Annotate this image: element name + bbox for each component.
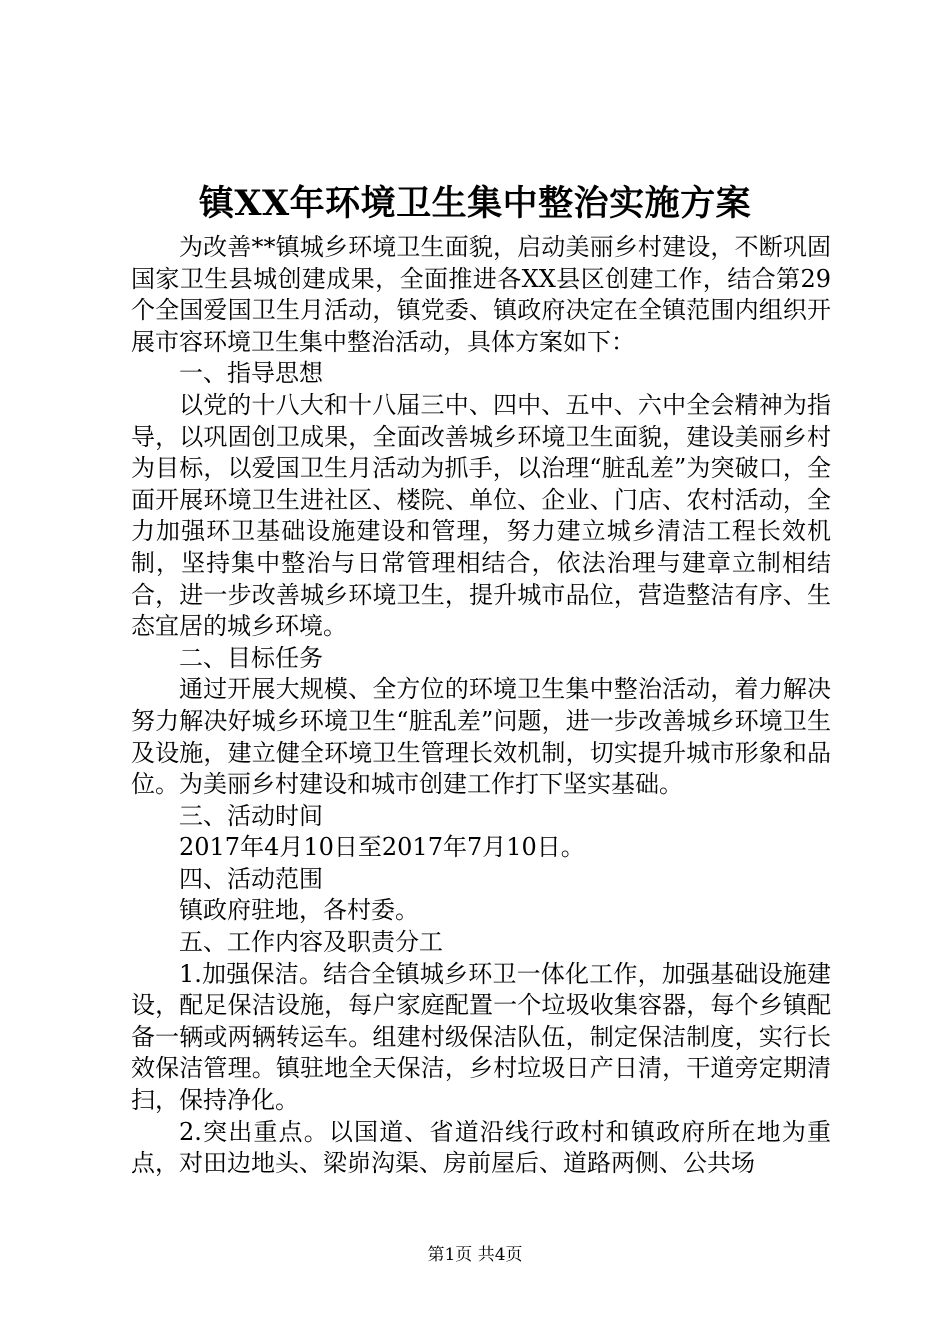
heading-activity-time: 三、活动时间 (179, 801, 323, 830)
paragraph-activity-scope: 镇政府驻地，各村委。 (179, 896, 419, 925)
heading-goals: 二、目标任务 (179, 643, 323, 672)
paragraph-goals: 通过开展大规模、全方位的环境卫生集中整治活动，着力解决努力解决好城乡环境卫生“脏乱差”问题，进一步改善城乡环境卫生及设施，建立健全环境卫生管理长效机制，切实提升城市形象和品位。为美丽乡村建设和城市创建工作打下坚实基础。 (131, 675, 831, 799)
paragraph-activity-time: 2017年4月10日至2017年7月10日。 (179, 833, 585, 862)
paragraph-work-item-1: 1.加强保洁。结合全镇城乡环卫一体化工作，加强基础设施建设，配足保洁设施，每户家庭配置一个垃圾收集容器，每个乡镇配备一辆或两辆转运车。组建村级保洁队伍，制定保洁制度，实行长效保洁管理。镇驻地全天保洁，乡村垃圾日产日清，干道旁定期清扫，保持净化。 (131, 959, 831, 1115)
paragraph-work-item-2: 2.突出重点。以国道、省道沿线行政村和镇政府所在地为重点，对田边地头、梁峁沟渠、房前屋后、道路两侧、公共场 (131, 1117, 831, 1178)
heading-guiding-ideology: 一、指导思想 (179, 359, 323, 388)
heading-activity-scope: 四、活动范围 (179, 864, 323, 893)
page-footer: 第1页 共4页 (427, 1245, 523, 1265)
paragraph-guiding-ideology: 以党的十八大和十八届三中、四中、五中、六中全会精神为指导，以巩固创卫成果，全面改善城乡环境卫生面貌，建设美丽乡村为目标，以爱国卫生月活动为抓手，以治理“脏乱差”为突破口，全面开展环境卫生进社区、楼院、单位、企业、门店、农村活动，全力加强环卫基础设施建设和管理，努力建立城乡清洁工程长效机制，坚持集中整治与日常管理相结合，依法治理与建章立制相结合，进一步改善城乡环境卫生，提升城市品位，营造整洁有序、生态宜居的城乡环境。 (131, 390, 831, 641)
document-title: 镇XX年环境卫生集中整治实施方案 (198, 183, 752, 224)
heading-work-content: 五、工作内容及职责分工 (179, 928, 443, 957)
paragraph-intro: 为改善**镇城乡环境卫生面貌，启动美丽乡村建设，不断巩固国家卫生县城创建成果，全面推进各XX县区创建工作，结合第29个全国爱国卫生月活动，镇党委、镇政府决定在全镇范围内组织开展市容环境卫生集中整治活动，具体方案如下： (131, 233, 831, 356)
document-body (131, 232, 831, 1180)
